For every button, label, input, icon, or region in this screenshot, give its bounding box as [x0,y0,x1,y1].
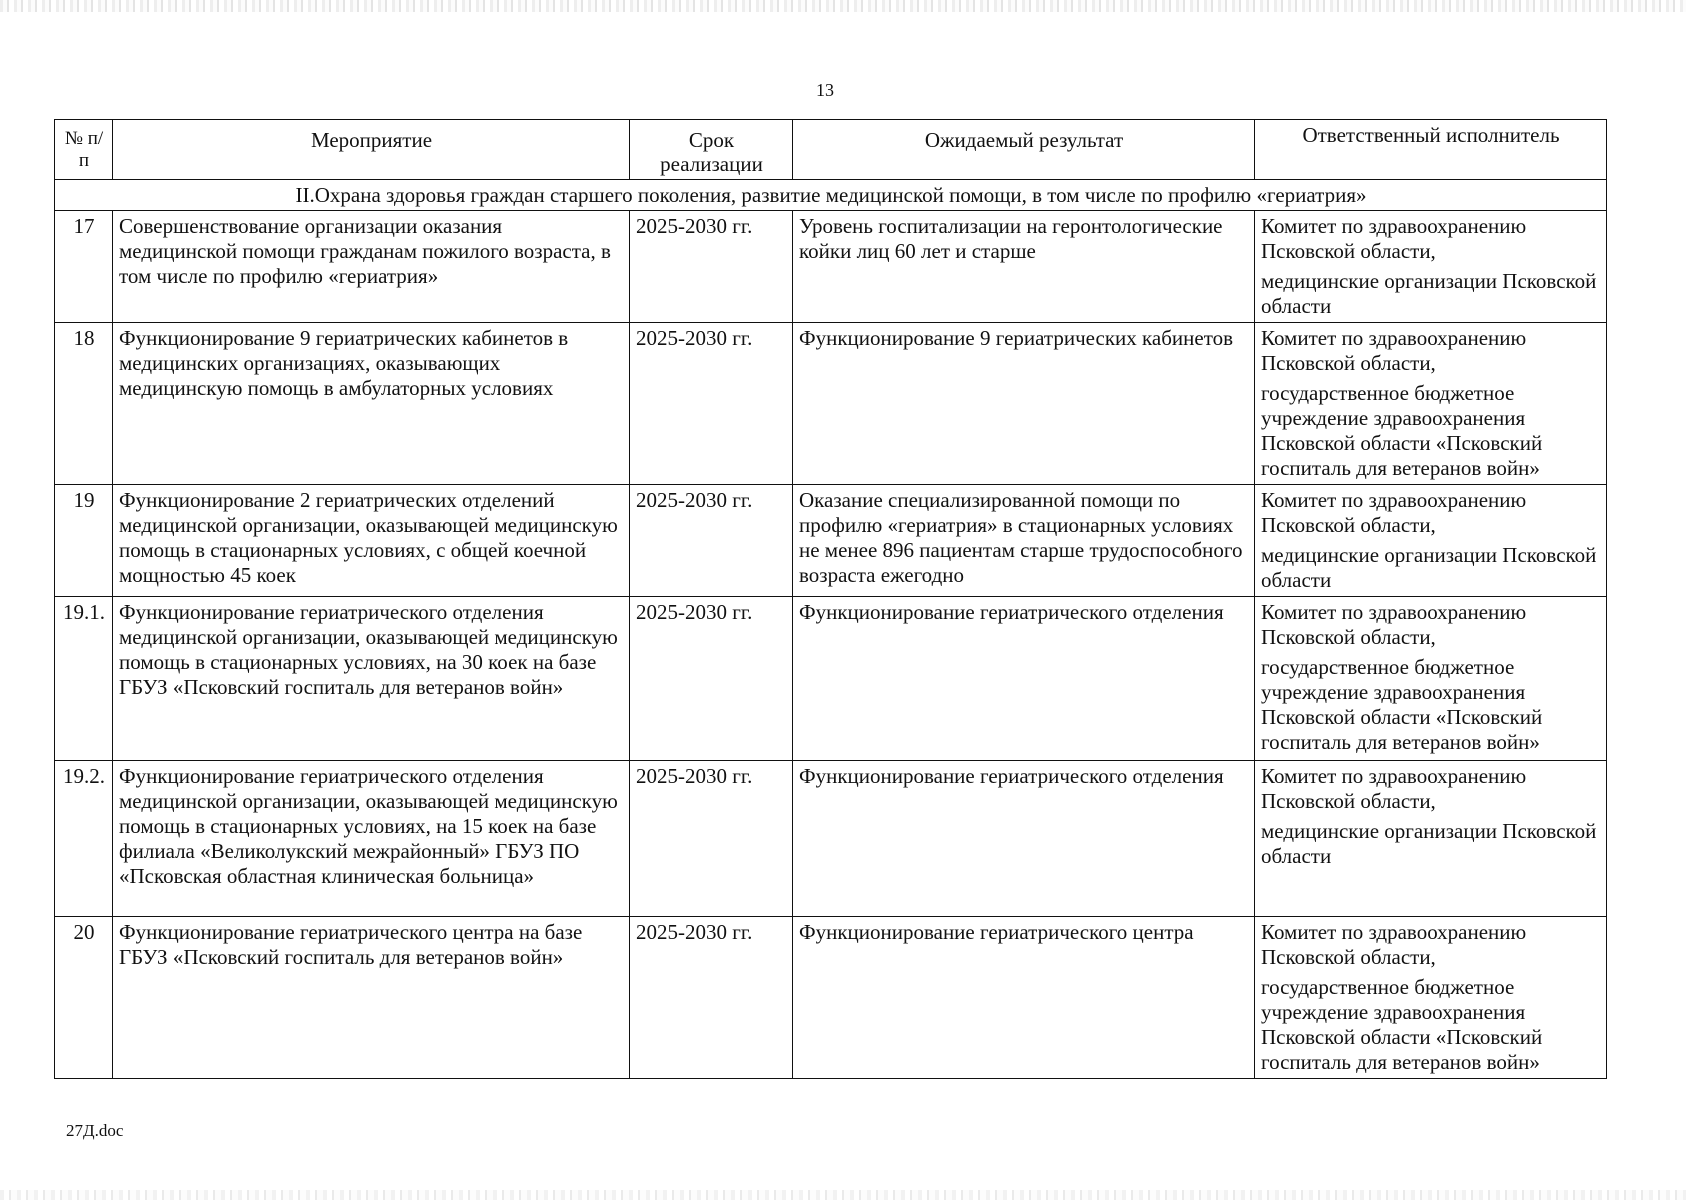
section-title: II.Охрана здоровья граждан старшего поколения, развитие медицинской помощи, в том числе по профилю «гериатрия» [55,180,1607,211]
row-responsible [1255,485,1607,597]
row-result: Оказание специализированной помощи по профилю «гериатрия» в стационарных условиях не менее 896 пациентам старше трудоспособного возраста ежегодно [793,485,1255,597]
table-row [55,761,1607,917]
row-responsible [1255,597,1607,761]
table-row [55,485,1607,597]
responsible-secondary: государственное бюджетное учреждение здравоохранения Псковской области «Псковский госпиталь для ветеранов войн» [1261,381,1543,480]
row-activity: Функционирование гериатрического отделения медицинской организации, оказывающей медицинскую помощь в стационарных условиях, на 30 коек на базе ГБУЗ «Псковский госпиталь для ветеранов войн» [113,597,630,761]
row-number: 18 [55,323,113,485]
header-result: Ожидаемый результат [793,120,1255,180]
footer-filename: 27Д.doc [66,1121,124,1140]
responsible-secondary: медицинские организации Псковской области [1261,269,1597,318]
page-number: 13 [816,80,834,100]
row-number: 19.1. [55,597,113,761]
header-num: № п/п [55,120,113,180]
responsible-secondary: государственное бюджетное учреждение здравоохранения Псковской области «Псковский госпиталь для ветеранов войн» [1261,655,1543,754]
row-period: 2025-2030 гг. [630,323,793,485]
row-period: 2025-2030 гг. [630,761,793,917]
header-responsible: Ответственный исполнитель [1255,120,1607,180]
scan-edge-top [0,0,1686,12]
table-row [55,917,1607,1079]
row-number: 19.2. [55,761,113,917]
responsible-primary: Комитет по здравоохранению Псковской области, [1261,920,1527,969]
responsible-secondary: медицинские организации Псковской области [1261,543,1597,592]
scan-edge-bottom [0,1190,1686,1200]
responsible-primary: Комитет по здравоохранению Псковской области, [1261,764,1527,813]
row-result: Функционирование гериатрического отделения [793,761,1255,917]
table-row [55,597,1607,761]
row-result: Уровень госпитализации на геронтологические койки лиц 60 лет и старше [793,211,1255,323]
row-number: 19 [55,485,113,597]
row-activity: Функционирование 9 гериатрических кабинетов в медицинских организациях, оказывающих медицинскую помощь в амбулаторных условиях [113,323,630,485]
responsible-primary: Комитет по здравоохранению Псковской области, [1261,326,1527,375]
table-row [55,211,1607,323]
row-responsible [1255,761,1607,917]
row-period: 2025-2030 гг. [630,211,793,323]
row-activity: Функционирование гериатрического отделения медицинской организации, оказывающей медицинскую помощь в стационарных условиях, на 15 коек на базе филиала «Великолукский межрайонный» ГБУЗ ПО «Псковская областная клиническая больница» [113,761,630,917]
responsible-primary: Комитет по здравоохранению Псковской области, [1261,214,1527,263]
row-responsible [1255,323,1607,485]
row-result: Функционирование гериатрического центра [793,917,1255,1079]
row-responsible [1255,917,1607,1079]
row-number: 17 [55,211,113,323]
row-period: 2025-2030 гг. [630,917,793,1079]
plan-table [54,119,1607,1079]
row-number: 20 [55,917,113,1079]
row-period: 2025-2030 гг. [630,485,793,597]
header-period: Срок реализации [630,120,793,180]
responsible-secondary: медицинские организации Псковской области [1261,819,1597,868]
responsible-secondary: государственное бюджетное учреждение здравоохранения Псковской области «Псковский госпиталь для ветеранов войн» [1261,975,1543,1074]
table-header-row [55,120,1607,180]
responsible-primary: Комитет по здравоохранению Псковской области, [1261,600,1527,649]
row-activity: Функционирование 2 гериатрических отделений медицинской организации, оказывающей медицинскую помощь в стационарных условиях, с общей коечной мощностью 45 коек [113,485,630,597]
row-activity: Совершенствование организации оказания медицинской помощи гражданам пожилого возраста, в том числе по профилю «гериатрия» [113,211,630,323]
section-row [55,180,1607,211]
row-responsible [1255,211,1607,323]
row-result: Функционирование 9 гериатрических кабинетов [793,323,1255,485]
row-result: Функционирование гериатрического отделения [793,597,1255,761]
row-period: 2025-2030 гг. [630,597,793,761]
responsible-primary: Комитет по здравоохранению Псковской области, [1261,488,1527,537]
table-row [55,323,1607,485]
row-activity: Функционирование гериатрического центра на базе ГБУЗ «Псковский госпиталь для ветеранов войн» [113,917,630,1079]
header-activity: Мероприятие [113,120,630,180]
